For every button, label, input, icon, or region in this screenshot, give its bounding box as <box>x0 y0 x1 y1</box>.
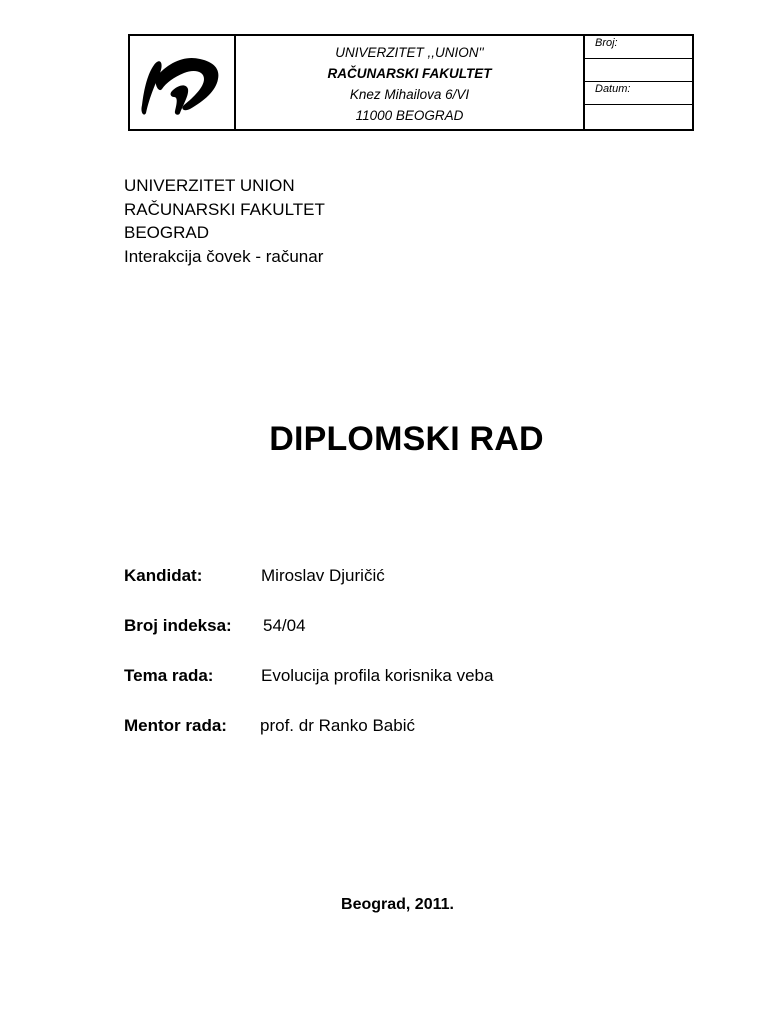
institution-faculty: RAČUNARSKI FAKULTET <box>124 199 325 219</box>
datum-value-field <box>585 105 692 129</box>
datum-label: Datum: <box>585 82 692 105</box>
info-value: Miroslav Djuričić <box>261 566 385 585</box>
broj-label: Broj: <box>585 36 692 59</box>
info-label: Tema rada: <box>124 666 214 685</box>
institution-city: BEOGRAD <box>124 223 210 242</box>
footer-place-date: Beograd, 2011. <box>341 896 454 913</box>
header-registry-cell <box>585 36 692 129</box>
header-address: Knez Mihailova 6/VI <box>349 87 470 102</box>
info-value: prof. dr Ranko Babić <box>260 716 415 735</box>
institution-university: UNIVERZITET UNION <box>124 176 295 195</box>
institution-block <box>124 174 325 268</box>
header-faculty-name: RAČUNARSKI FAKULTET <box>327 66 492 81</box>
logo-cell <box>130 36 236 129</box>
institution-course: Interakcija čovek - računar <box>124 246 324 266</box>
info-label: Broj indeksa: <box>124 616 232 635</box>
info-value: 54/04 <box>263 616 306 635</box>
header-university-name: UNIVERZITET ,,UNION'' <box>335 45 484 60</box>
university-logo-icon <box>134 43 230 123</box>
broj-value-field <box>585 59 692 82</box>
header-university-info <box>236 36 585 129</box>
header-city: 11000 BEOGRAD <box>355 108 464 123</box>
info-value: Evolucija profila korisnika veba <box>261 666 494 685</box>
info-label: Kandidat: <box>124 566 203 585</box>
info-label: Mentor rada: <box>124 716 227 735</box>
document-title: DIPLOMSKI RAD <box>269 420 544 458</box>
header-box <box>128 34 694 131</box>
